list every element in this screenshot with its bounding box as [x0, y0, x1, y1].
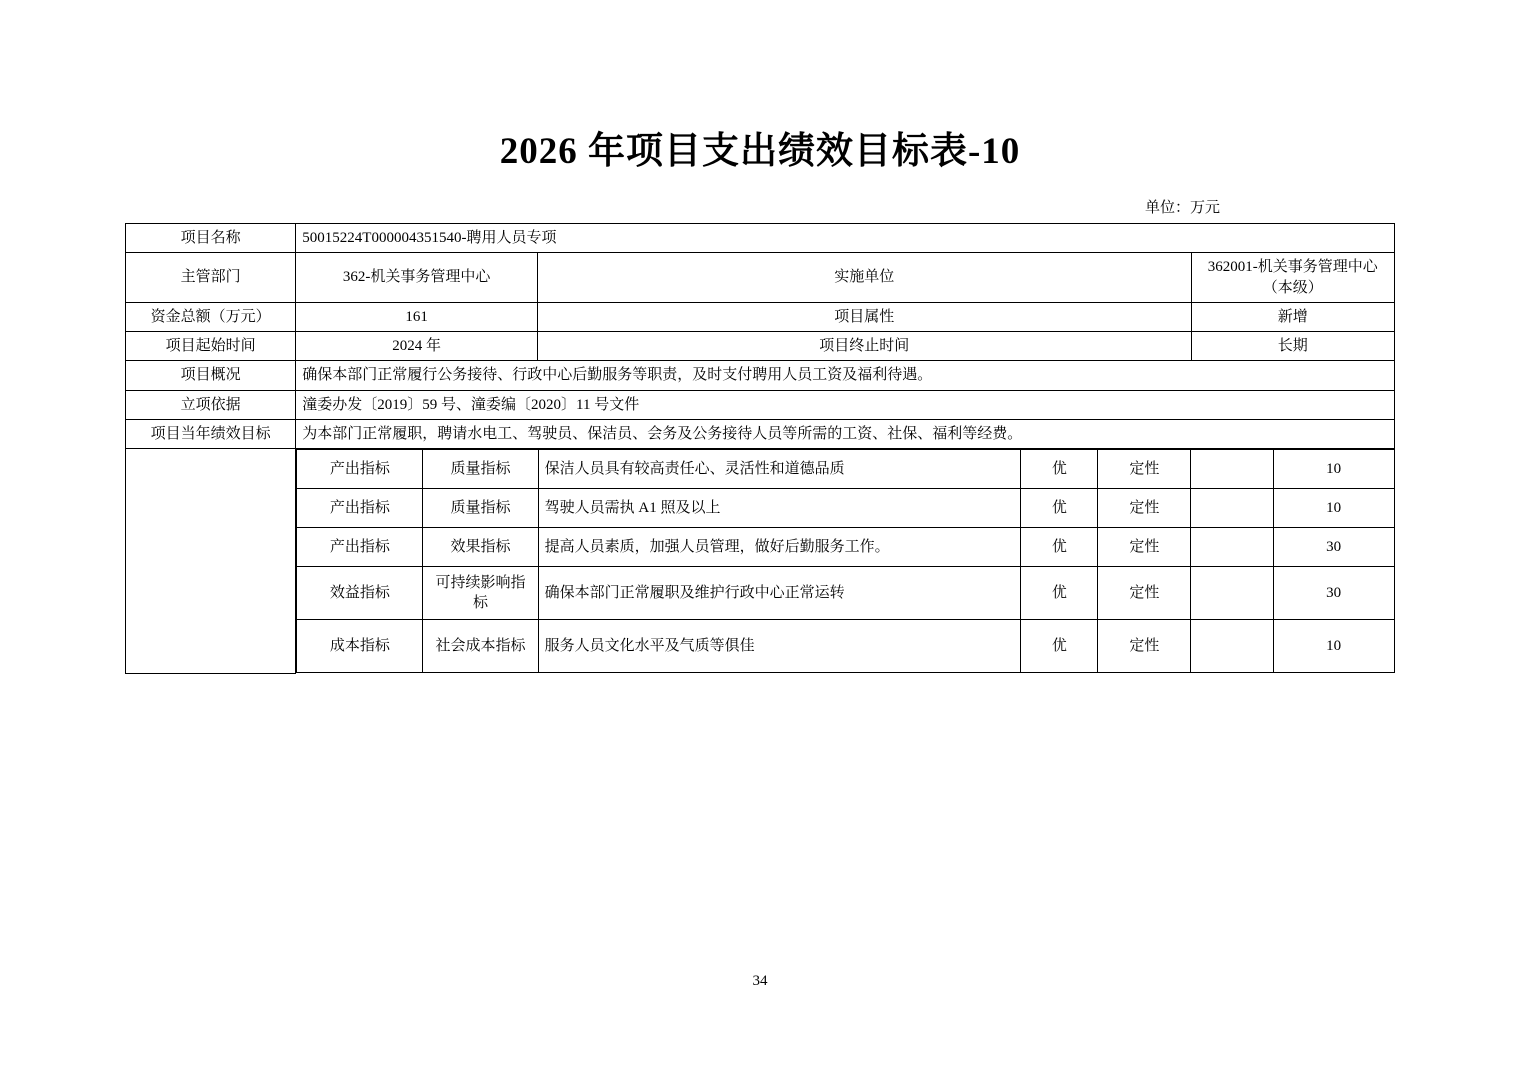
indicator-nature: 定性: [1098, 528, 1191, 567]
indicator-value: 优: [1021, 567, 1098, 620]
indicator-level1: 效益指标: [297, 567, 423, 620]
project-name-value: 50015224T000004351540-聘用人员专项: [296, 224, 1395, 253]
indicator-level1: 成本指标: [297, 620, 423, 673]
indicator-row: [297, 567, 1394, 620]
indicator-extra: [1191, 450, 1273, 489]
indicator-extra: [1191, 489, 1273, 528]
performance-target-table: [125, 223, 1395, 674]
total-value: 161: [296, 302, 538, 331]
table-row: [126, 253, 1395, 303]
indicator-extra: [1191, 620, 1273, 673]
indicator-left-blank: [126, 449, 296, 674]
table-row: [126, 361, 1395, 390]
indicator-value: 优: [1021, 528, 1098, 567]
indicator-nature: 定性: [1098, 450, 1191, 489]
indicator-table: [296, 449, 1394, 673]
indicator-row: [297, 450, 1394, 489]
indicator-content: 保洁人员具有较高责任心、灵活性和道德品质: [538, 450, 1021, 489]
annual-goal-label: 项目当年绩效目标: [126, 419, 296, 448]
page-title: 2026 年项目支出绩效目标表-10: [499, 131, 1021, 172]
indicator-score: 30: [1273, 528, 1394, 567]
dept-label: 主管部门: [126, 253, 296, 303]
indicator-value: 优: [1021, 620, 1098, 673]
start-label: 项目起始时间: [126, 332, 296, 361]
table-row: [126, 224, 1395, 253]
indicator-value: 优: [1021, 450, 1098, 489]
indicator-table-container: [296, 449, 1395, 674]
table-row: [126, 302, 1395, 331]
impl-label: 实施单位: [537, 253, 1191, 303]
indicator-level1: 产出指标: [297, 528, 423, 567]
end-label: 项目终止时间: [537, 332, 1191, 361]
indicator-extra: [1191, 567, 1273, 620]
unit-note: 单位：万元: [1144, 200, 1220, 216]
table-row: [126, 419, 1395, 448]
indicator-nature: 定性: [1098, 489, 1191, 528]
indicator-content: 确保本部门正常履职及维护行政中心正常运转: [538, 567, 1021, 620]
dept-value: 362-机关事务管理中心: [296, 253, 538, 303]
indicator-content: 驾驶人员需执 A1 照及以上: [538, 489, 1021, 528]
indicator-row: [297, 489, 1394, 528]
indicator-nature: 定性: [1098, 567, 1191, 620]
indicator-extra: [1191, 528, 1273, 567]
indicator-level1: 产出指标: [297, 450, 423, 489]
annual-goal-value: 为本部门正常履职，聘请水电工、驾驶员、保洁员、会务及公务接待人员等所需的工资、社保、福利等经费。: [296, 419, 1395, 448]
indicator-nature: 定性: [1098, 620, 1191, 673]
indicator-block-row: [126, 449, 1395, 674]
basis-value: 潼委办发〔2019〕59 号、潼委编〔2020〕11 号文件: [296, 390, 1395, 419]
indicator-score: 10: [1273, 450, 1394, 489]
indicator-row: [297, 528, 1394, 567]
overview-value: 确保本部门正常履行公务接待、行政中心后勤服务等职责，及时支付聘用人员工资及福利待遇。: [296, 361, 1395, 390]
start-value: 2024 年: [296, 332, 538, 361]
indicator-content: 服务人员文化水平及气质等俱佳: [538, 620, 1021, 673]
table-row: [126, 332, 1395, 361]
end-value: 长期: [1191, 332, 1394, 361]
table-row: [126, 390, 1395, 419]
indicator-level2: 效果指标: [423, 528, 538, 567]
attr-label: 项目属性: [537, 302, 1191, 331]
indicator-level1: 产出指标: [297, 489, 423, 528]
indicator-row: [297, 620, 1394, 673]
indicator-score: 30: [1273, 567, 1394, 620]
indicator-score: 10: [1273, 489, 1394, 528]
project-name-label: 项目名称: [126, 224, 296, 253]
indicator-level2: 质量指标: [423, 489, 538, 528]
page-number: 34: [752, 973, 768, 989]
indicator-level2: 质量指标: [423, 450, 538, 489]
indicator-level2: 社会成本指标: [423, 620, 538, 673]
total-label: 资金总额（万元）: [126, 302, 296, 331]
indicator-value: 优: [1021, 489, 1098, 528]
indicator-score: 10: [1273, 620, 1394, 673]
overview-label: 项目概况: [126, 361, 296, 390]
attr-value: 新增: [1191, 302, 1394, 331]
indicator-level2: 可持续影响指标: [423, 567, 538, 620]
indicator-content: 提高人员素质，加强人员管理，做好后勤服务工作。: [538, 528, 1021, 567]
impl-value: 362001-机关事务管理中心（本级）: [1191, 253, 1394, 303]
basis-label: 立项依据: [126, 390, 296, 419]
